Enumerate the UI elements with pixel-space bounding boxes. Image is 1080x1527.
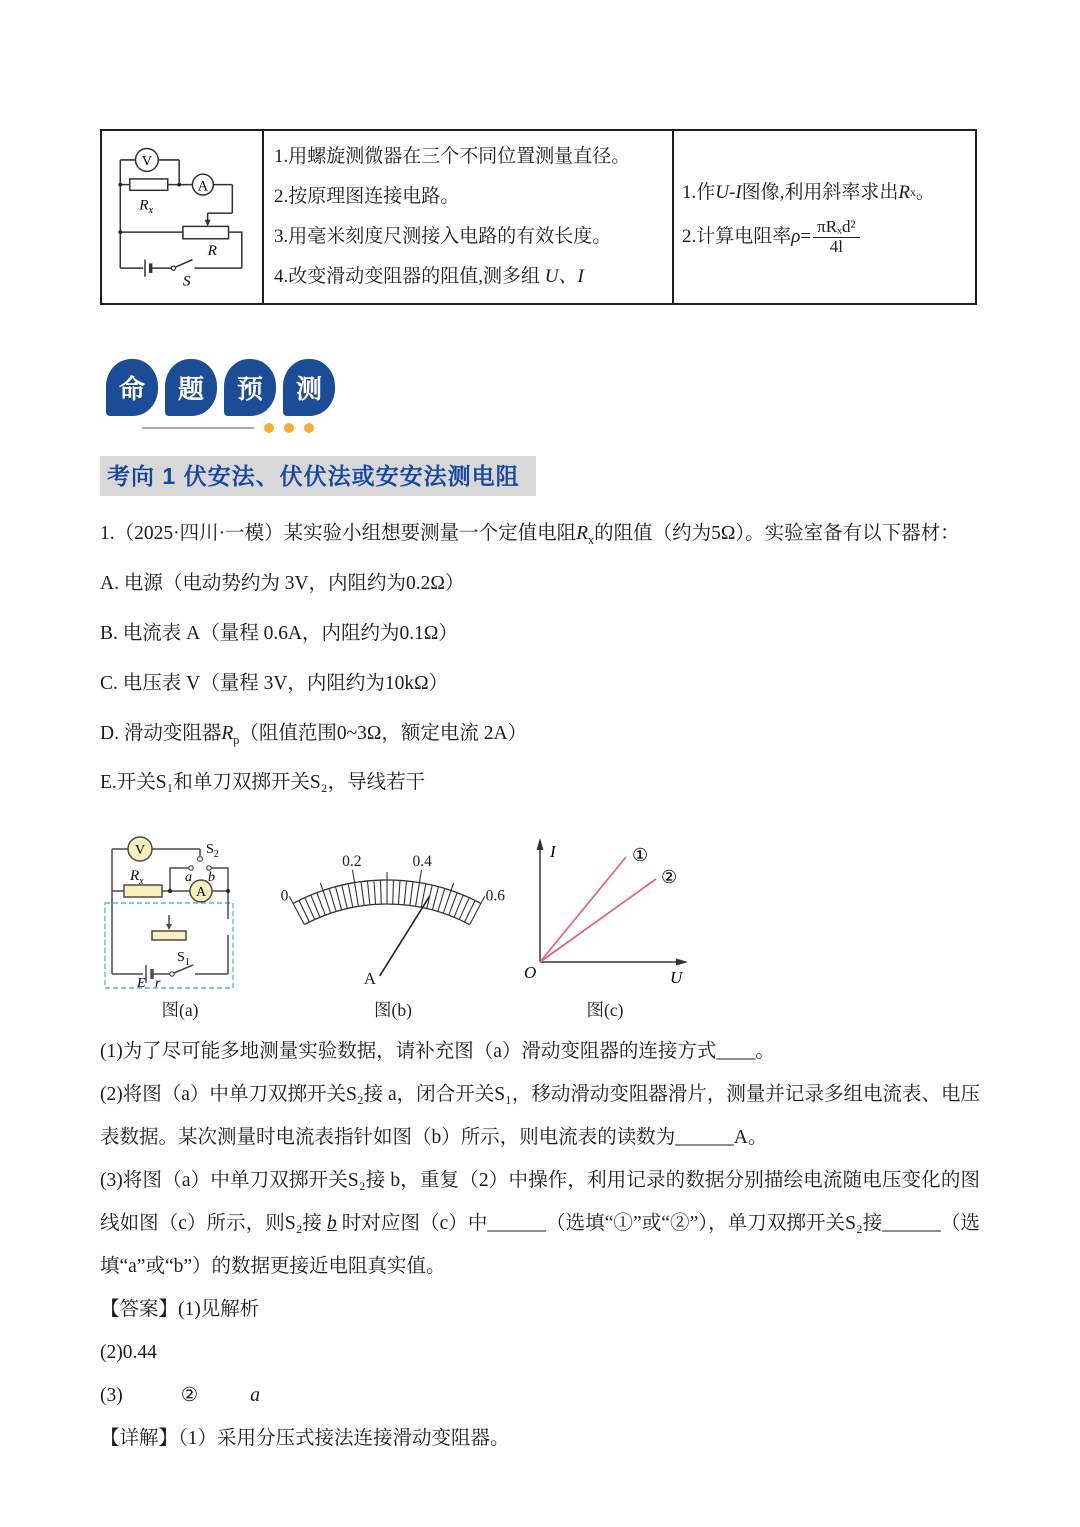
underlined-b: b <box>327 1213 337 1235</box>
answer-line-3: (3) ② a <box>100 1385 260 1407</box>
internal-r-label: r <box>155 976 161 992</box>
rx-label: $R_x$ <box>139 195 154 216</box>
badge-chip: 题 <box>165 359 217 416</box>
method-table-row <box>101 130 976 304</box>
figure-b <box>272 830 514 1022</box>
answer-circle-choice: ② <box>180 1385 199 1407</box>
option-b: B. 电流表 A（量程 0.6A，内阻约为0.1Ω） <box>100 622 458 644</box>
option-d: D. 滑动变阻器$R_p$（阻值范围0~3Ω，额定电流 2A） <box>100 722 528 747</box>
section-title: 考向 1 伏安法、伏伏法或安安法测电阻 <box>107 463 520 489</box>
question-part-1: (1)为了尽可能多地测量实验数据，请补充图（a）滑动变阻器的连接方式____。 <box>100 1041 775 1063</box>
analysis-line-2: 2.计算电阻率 ρ = $\frac{\text{πRₓd²}}{4l}$ <box>682 218 967 256</box>
table-steps-cell <box>263 130 673 304</box>
svg-text:0: 0 <box>280 887 289 905</box>
badge-chip: 命 <box>106 359 158 416</box>
analysis-line-1: 1.作 U-I 图像,利用斜率求出 R x 。 <box>682 182 935 204</box>
badge-dot <box>264 423 274 433</box>
y-axis-label: I <box>550 842 556 862</box>
badge-chips <box>106 359 980 416</box>
badge-chip: 预 <box>224 359 276 416</box>
badge-underline <box>142 423 980 433</box>
step-line: 2.按原理图连接电路。 <box>274 186 460 207</box>
badge-chip: 测 <box>283 359 335 416</box>
explanation-line: 【详解】（1）采用分压式接法连接滑动变阻器。 <box>100 1428 510 1450</box>
topic-badge <box>106 359 980 433</box>
figure-c-caption: 图(c) <box>586 1000 624 1021</box>
contact-a-label: a <box>185 870 192 886</box>
svg-text:0.4: 0.4 <box>412 853 432 871</box>
ammeter-label: A <box>197 177 209 194</box>
emf-label: E <box>137 976 146 992</box>
figure-c <box>500 817 710 1022</box>
option-e: E.开关S₁和单刀双掷开关S₂，导线若干 <box>100 772 426 794</box>
table-circuit-cell <box>101 130 263 304</box>
svg-text:A: A <box>363 969 377 989</box>
s2-switch-label: $S_2$ <box>206 842 219 861</box>
answer-line-1: 【答案】(1)见解析 <box>100 1299 260 1321</box>
badge-line <box>142 427 254 429</box>
voltmeter-label: V <box>134 843 146 859</box>
x-axis-label: U <box>670 968 683 988</box>
figure-row <box>100 817 980 1022</box>
table-analysis-cell <box>673 130 976 304</box>
badge-dot <box>284 423 294 433</box>
experiment-circuit-diagram <box>100 835 260 995</box>
option-a: A. 电源（电动势约为 3V，内阻约为0.2Ω） <box>100 572 465 594</box>
series-circuit-diagram <box>107 134 257 296</box>
answer-letter-choice: a <box>250 1385 260 1407</box>
s1-switch-label: $S_1$ <box>177 950 190 969</box>
figure-a-caption: 图(a) <box>161 1000 199 1021</box>
option-c: C. 电压表 V（量程 3V，内阻约为10kΩ） <box>100 672 449 694</box>
switch-label: S <box>182 271 191 289</box>
iu-graph <box>500 817 710 995</box>
rheostat-label: R <box>207 241 217 259</box>
question-part-2: (2)将图（a）中单刀双掷开关S₂接 a，闭合开关S₁，移动滑动变阻器滑片，测量并记录多组电流表、电压表数据。某次测量时电流表指针如图（b）所示，则电流表的读数为______A。 <box>100 1084 980 1149</box>
contact-b-label: b <box>208 870 215 886</box>
rx-label: $R_x$ <box>130 868 144 888</box>
question-part-3: (3)将图（a）中单刀双掷开关S₂接 b，重复（2）中操作，利用记录的数据分别描绘电流随电压变化的图线如图（c）所示，则S₂接 b 时对应图（c）中______（选填“①”或“②”），单刀双掷开关S₂接______（选填“a”或“b”）的数据更接近电阻真实值。 <box>100 1170 980 1278</box>
ammeter-scale-gauge <box>272 830 514 995</box>
line-1-label: ① <box>632 845 649 866</box>
badge-dot <box>304 423 314 433</box>
svg-text:0.2: 0.2 <box>342 853 362 871</box>
line-2-label: ② <box>661 867 678 888</box>
question-intro: 1.（2025·四川·一模）某实验小组想要测量一个定值电阻$R_x$的阻值（约为5Ω）。实验室备有以下器材： <box>100 523 960 547</box>
ammeter-label: A <box>195 885 207 901</box>
method-table <box>100 129 977 305</box>
resistivity-formula: $\frac{\text{πRₓd²}}{4l}$ <box>813 218 859 256</box>
origin-label: O <box>524 963 537 983</box>
step-line: 4.改变滑动变阻器的阻值,测多组 U、I <box>274 266 584 287</box>
step-line: 1.用螺旋测微器在三个不同位置测量直径。 <box>274 146 631 167</box>
figure-b-caption: 图(b) <box>374 1000 412 1021</box>
figure-a <box>100 835 260 1022</box>
section-header <box>100 456 536 496</box>
voltmeter-label: V <box>141 153 153 170</box>
answer-line-2: (2)0.44 <box>100 1342 157 1364</box>
svg-text:0.6: 0.6 <box>485 887 505 905</box>
step-line: 3.用毫米刻度尺测接入电路的有效长度。 <box>274 226 612 247</box>
